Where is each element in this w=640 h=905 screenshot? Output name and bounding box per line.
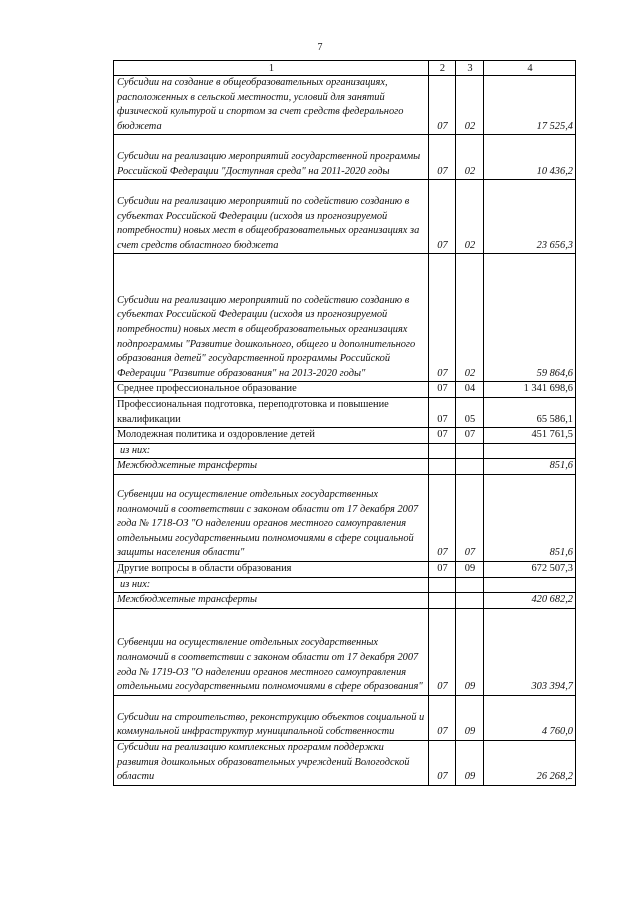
row-name: Профессиональная подготовка, переподготовка и повышение квалификации	[114, 397, 429, 427]
row-amount: 23 656,3	[484, 180, 576, 254]
row-section: 07	[429, 254, 456, 382]
row-subsection: 02	[456, 135, 484, 180]
table-row	[114, 443, 576, 459]
row-subsection: 05	[456, 397, 484, 427]
row-name: Субсидии на реализацию мероприятий по содействию созданию в субъектах Российской Федерации (исходя из прогнозируемой потребности) новых мест в общеобразовательных организациях за счет средств областного бюджета	[114, 180, 429, 254]
page-number: 7	[317, 42, 323, 53]
row-subsection: 02	[456, 76, 484, 135]
table-row	[114, 740, 576, 785]
table-row	[114, 608, 576, 695]
row-name: Субсидии на строительство, реконструкцию объектов социальной и коммунальной инфраструктур муниципальной собственности	[114, 695, 429, 740]
row-subsection: 09	[456, 561, 484, 577]
row-subsection: 09	[456, 695, 484, 740]
row-name: Субсидии на создание в общеобразовательных организациях, расположенных в сельской местности, условий для занятий физической культурой и спортом за счет средств федерального бюджета	[114, 76, 429, 135]
row-section: 07	[429, 428, 456, 444]
row-name: Межбюджетные трансферты	[114, 593, 429, 609]
row-amount: 1 341 698,6	[484, 382, 576, 398]
column-header-2: 2	[429, 61, 456, 76]
row-name: Среднее профессиональное образование	[114, 382, 429, 398]
row-name: Субсидии на реализацию мероприятий государственной программы Российской Федерации "Доступная среда" на 2011-2020 годы	[114, 135, 429, 180]
row-subsection: 09	[456, 740, 484, 785]
row-subsection: 04	[456, 382, 484, 398]
row-name: Другие вопросы в области образования	[114, 561, 429, 577]
table-row	[114, 577, 576, 593]
column-header-4: 4	[484, 61, 576, 76]
table-row	[114, 474, 576, 561]
row-section	[429, 443, 456, 459]
column-header-3: 3	[456, 61, 484, 76]
row-amount: 26 268,2	[484, 740, 576, 785]
row-name: Субвенции на осуществление отдельных государственных полномочий в соответствии с законом области от 17 декабря 2007 года № 1719-ОЗ "О наделении органов местного самоуправления отдельными государственными полномочиями в сфере образования"	[114, 608, 429, 695]
row-amount: 451 761,5	[484, 428, 576, 444]
row-section: 07	[429, 135, 456, 180]
row-section: 07	[429, 180, 456, 254]
table-row	[114, 180, 576, 254]
row-amount	[484, 443, 576, 459]
row-amount: 851,6	[484, 459, 576, 475]
row-subsection: 07	[456, 474, 484, 561]
row-name: Межбюджетные трансферты	[114, 459, 429, 475]
row-amount: 420 682,2	[484, 593, 576, 609]
row-subsection: 02	[456, 180, 484, 254]
row-amount: 303 394,7	[484, 608, 576, 695]
table-row	[114, 561, 576, 577]
row-amount	[484, 577, 576, 593]
row-section: 07	[429, 474, 456, 561]
row-amount: 851,6	[484, 474, 576, 561]
row-section: 07	[429, 608, 456, 695]
table-row	[114, 695, 576, 740]
row-section: 07	[429, 382, 456, 398]
row-section: 07	[429, 695, 456, 740]
row-section	[429, 459, 456, 475]
table-row	[114, 459, 576, 475]
row-name: из них:	[114, 443, 429, 459]
row-amount: 17 525,4	[484, 76, 576, 135]
row-section: 07	[429, 561, 456, 577]
row-subsection: 09	[456, 608, 484, 695]
row-name: Молодежная политика и оздоровление детей	[114, 428, 429, 444]
row-amount: 672 507,3	[484, 561, 576, 577]
table-row	[114, 135, 576, 180]
row-name: Субсидии на реализацию комплексных программ поддержки развития дошкольных образовательных учреждений Вологодской области	[114, 740, 429, 785]
row-subsection	[456, 593, 484, 609]
row-amount: 65 586,1	[484, 397, 576, 427]
table-row	[114, 428, 576, 444]
table-row	[114, 382, 576, 398]
table-row	[114, 593, 576, 609]
row-section: 07	[429, 76, 456, 135]
row-section	[429, 593, 456, 609]
table-row	[114, 397, 576, 427]
row-name: Субвенции на осуществление отдельных государственных полномочий в соответствии с законом области от 17 декабря 2007 года № 1718-ОЗ "О наделении органов местного самоуправления отдельными государственными полномочиями в сфере социальной защиты населения области"	[114, 474, 429, 561]
budget-table	[113, 60, 576, 786]
row-section: 07	[429, 740, 456, 785]
row-name: из них:	[114, 577, 429, 593]
table-header-row	[114, 61, 576, 76]
table-row	[114, 254, 576, 382]
row-subsection: 02	[456, 254, 484, 382]
column-header-1: 1	[114, 61, 429, 76]
table-row	[114, 76, 576, 135]
row-subsection	[456, 577, 484, 593]
row-subsection: 07	[456, 428, 484, 444]
row-section	[429, 577, 456, 593]
row-subsection	[456, 459, 484, 475]
row-name: Субсидии на реализацию мероприятий по содействию созданию в субъектах Российской Федерации (исходя из прогнозируемой потребности) новых мест в общеобразовательных организациях подпрограммы "Развитие дошкольного, общего и дополнительного образования детей" государственной программы Российской Федерации "Развитие образования" на 2013-2020 годы"	[114, 254, 429, 382]
row-amount: 10 436,2	[484, 135, 576, 180]
row-amount: 4 760,0	[484, 695, 576, 740]
row-subsection	[456, 443, 484, 459]
row-amount: 59 864,6	[484, 254, 576, 382]
row-section: 07	[429, 397, 456, 427]
